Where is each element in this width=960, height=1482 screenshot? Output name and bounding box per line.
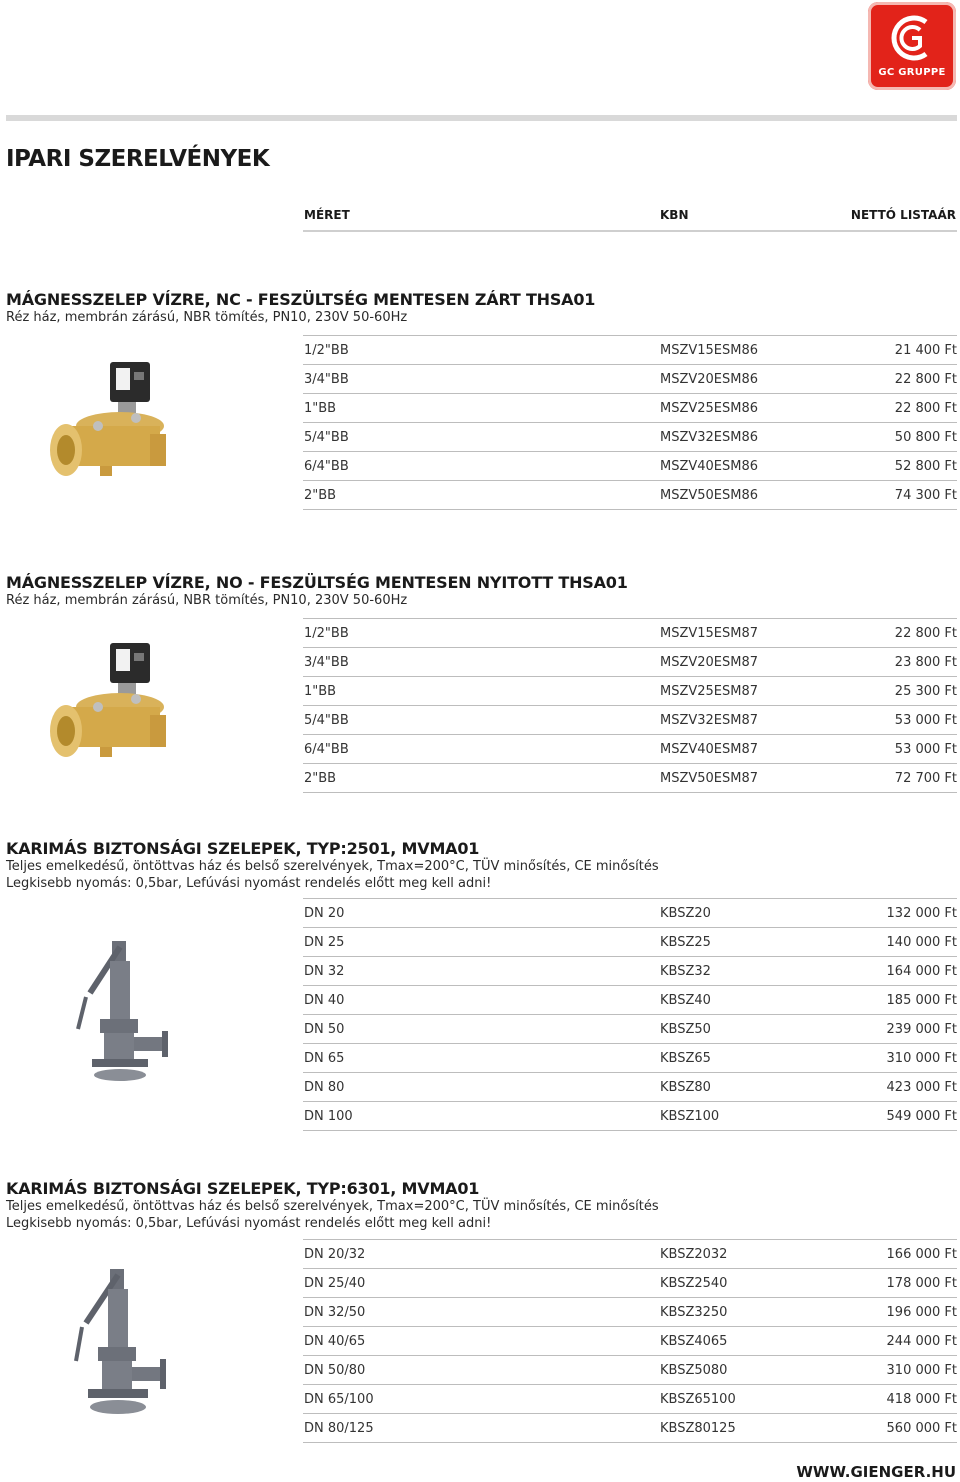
page-title: IPARI SZERELVÉNYEK	[6, 146, 270, 172]
gc-gruppe-logo	[868, 2, 956, 90]
price-cell: 418 000 Ft	[886, 1392, 957, 1407]
size-cell: 1/2"BB	[304, 626, 349, 641]
section-no-solenoid	[6, 573, 957, 798]
table-row	[303, 735, 957, 764]
size-cell: DN 20	[304, 906, 345, 921]
price-cell: 132 000 Ft	[886, 906, 957, 921]
size-cell: DN 20/32	[304, 1247, 366, 1262]
price-cell: 21 400 Ft	[894, 343, 957, 358]
table-row	[303, 1298, 957, 1327]
table-row	[303, 1356, 957, 1385]
section-subtitle: Teljes emelkedésű, öntöttvas ház és belső szerelvények, Tmax=200°C, TÜV minősítés, CE minősítés	[6, 859, 659, 874]
size-cell: 5/4"BB	[304, 713, 349, 728]
price-table	[303, 618, 957, 793]
price-cell: 244 000 Ft	[886, 1334, 957, 1349]
code-cell: KBSZ25	[660, 935, 711, 950]
size-cell: 5/4"BB	[304, 430, 349, 445]
price-cell: 74 300 Ft	[894, 488, 957, 503]
table-row	[303, 1240, 957, 1269]
footer-website-link[interactable]: WWW.GIENGER.HU	[796, 1463, 956, 1481]
code-cell: MSZV50ESM87	[660, 771, 759, 786]
price-cell: 239 000 Ft	[886, 1022, 957, 1037]
section-title: MÁGNESSZELEP VÍZRE, NO - FESZÜLTSÉG MENTESEN NYITOTT THSA01	[6, 573, 628, 592]
code-cell: KBSZ3250	[660, 1305, 728, 1320]
section-safety-valve-6301	[6, 1179, 957, 1445]
price-cell: 53 000 Ft	[894, 713, 957, 728]
size-cell: 2"BB	[304, 771, 337, 786]
header-divider	[303, 230, 957, 232]
size-cell: DN 65	[304, 1051, 345, 1066]
size-cell: 1"BB	[304, 401, 337, 416]
size-cell: DN 32	[304, 964, 345, 979]
code-cell: KBSZ80	[660, 1080, 711, 1095]
price-cell: 140 000 Ft	[886, 935, 957, 950]
table-row	[303, 452, 957, 481]
column-header-code: KBN	[660, 208, 689, 222]
code-cell: KBSZ65100	[660, 1392, 736, 1407]
table-row	[303, 957, 957, 986]
code-cell: MSZV50ESM86	[660, 488, 759, 503]
section-subtitle: Teljes emelkedésű, öntöttvas ház és belső szerelvények, Tmax=200°C, TÜV minősítés, CE minősítés	[6, 1199, 659, 1214]
size-cell: DN 65/100	[304, 1392, 374, 1407]
code-cell: MSZV25ESM86	[660, 401, 759, 416]
size-cell: 6/4"BB	[304, 742, 349, 757]
code-cell: KBSZ80125	[660, 1421, 736, 1436]
price-cell: 310 000 Ft	[886, 1363, 957, 1378]
code-cell: MSZV32ESM86	[660, 430, 759, 445]
section-title: KARIMÁS BIZTONSÁGI SZELEPEK, TYP:6301, MVMA01	[6, 1179, 480, 1198]
size-cell: 2"BB	[304, 488, 337, 503]
code-cell: KBSZ2540	[660, 1276, 728, 1291]
price-cell: 22 800 Ft	[894, 372, 957, 387]
code-cell: KBSZ65	[660, 1051, 711, 1066]
table-row	[303, 928, 957, 957]
table-row	[303, 1269, 957, 1298]
section-subtitle: Réz ház, membrán zárású, NBR tömítés, PN10, 230V 50-60Hz	[6, 593, 408, 608]
price-cell: 560 000 Ft	[886, 1421, 957, 1436]
size-cell: DN 40/65	[304, 1334, 366, 1349]
section-nc-solenoid	[6, 290, 957, 515]
price-cell: 196 000 Ft	[886, 1305, 957, 1320]
brass-solenoid-valve-icon	[40, 350, 170, 490]
table-row	[303, 1414, 957, 1443]
code-cell: KBSZ40	[660, 993, 711, 1008]
code-cell: MSZV15ESM86	[660, 343, 759, 358]
section-subtitle: Réz ház, membrán zárású, NBR tömítés, PN10, 230V 50-60Hz	[6, 310, 408, 325]
code-cell: MSZV15ESM87	[660, 626, 759, 641]
price-cell: 549 000 Ft	[886, 1109, 957, 1124]
price-table	[303, 898, 957, 1131]
size-cell: 3/4"BB	[304, 372, 349, 387]
size-cell: DN 50	[304, 1022, 345, 1037]
top-divider	[6, 115, 957, 121]
table-row	[303, 1015, 957, 1044]
table-row	[303, 899, 957, 928]
code-cell: KBSZ20	[660, 906, 711, 921]
size-cell: DN 25	[304, 935, 345, 950]
price-cell: 164 000 Ft	[886, 964, 957, 979]
size-cell: DN 80	[304, 1080, 345, 1095]
table-row	[303, 1385, 957, 1414]
table-row	[303, 423, 957, 452]
section-subtitle: Legkisebb nyomás: 0,5bar, Lefúvási nyomást rendelés előtt meg kell adni!	[6, 1216, 492, 1231]
code-cell: KBSZ50	[660, 1022, 711, 1037]
price-cell: 178 000 Ft	[886, 1276, 957, 1291]
table-row	[303, 1327, 957, 1356]
code-cell: KBSZ5080	[660, 1363, 728, 1378]
column-header-size: MÉRET	[304, 208, 350, 222]
table-row	[303, 764, 957, 793]
table-row	[303, 677, 957, 706]
table-row	[303, 1102, 957, 1131]
table-row	[303, 648, 957, 677]
code-cell: KBSZ2032	[660, 1247, 728, 1262]
size-cell: DN 80/125	[304, 1421, 374, 1436]
brass-solenoid-valve-icon	[40, 631, 170, 771]
price-cell: 166 000 Ft	[886, 1247, 957, 1262]
code-cell: MSZV20ESM86	[660, 372, 759, 387]
table-row	[303, 481, 957, 510]
price-cell: 185 000 Ft	[886, 993, 957, 1008]
price-cell: 25 300 Ft	[894, 684, 957, 699]
size-cell: 1/2"BB	[304, 343, 349, 358]
table-row	[303, 1044, 957, 1073]
price-cell: 22 800 Ft	[894, 401, 957, 416]
code-cell: MSZV25ESM87	[660, 684, 759, 699]
size-cell: DN 100	[304, 1109, 353, 1124]
table-row	[303, 365, 957, 394]
size-cell: 6/4"BB	[304, 459, 349, 474]
section-safety-valve-2501	[6, 839, 957, 1134]
price-cell: 72 700 Ft	[894, 771, 957, 786]
logo-text: GC GRUPPE	[878, 67, 946, 78]
size-cell: 1"BB	[304, 684, 337, 699]
size-cell: DN 32/50	[304, 1305, 366, 1320]
section-subtitle: Legkisebb nyomás: 0,5bar, Lefúvási nyomást rendelés előtt meg kell adni!	[6, 876, 492, 891]
price-cell: 53 000 Ft	[894, 742, 957, 757]
table-row	[303, 394, 957, 423]
price-cell: 52 800 Ft	[894, 459, 957, 474]
code-cell: KBSZ100	[660, 1109, 720, 1124]
gc-logo-mark-icon	[886, 14, 938, 62]
size-cell: DN 25/40	[304, 1276, 366, 1291]
table-row	[303, 1073, 957, 1102]
size-cell: DN 50/80	[304, 1363, 366, 1378]
price-cell: 310 000 Ft	[886, 1051, 957, 1066]
price-cell: 22 800 Ft	[894, 626, 957, 641]
price-cell: 23 800 Ft	[894, 655, 957, 670]
section-title: KARIMÁS BIZTONSÁGI SZELEPEK, TYP:2501, MVMA01	[6, 839, 480, 858]
column-header-price: NETTÓ LISTAÁR	[850, 208, 956, 222]
code-cell: MSZV20ESM87	[660, 655, 759, 670]
code-cell: KBSZ4065	[660, 1334, 728, 1349]
price-table	[303, 335, 957, 510]
table-row	[303, 986, 957, 1015]
flanged-safety-valve-icon	[64, 1265, 174, 1421]
price-cell: 50 800 Ft	[894, 430, 957, 445]
price-cell: 423 000 Ft	[886, 1080, 957, 1095]
price-table	[303, 1239, 957, 1443]
table-row	[303, 706, 957, 735]
flanged-safety-valve-icon	[66, 937, 176, 1089]
code-cell: KBSZ32	[660, 964, 711, 979]
size-cell: 3/4"BB	[304, 655, 349, 670]
section-title: MÁGNESSZELEP VÍZRE, NC - FESZÜLTSÉG MENTESEN ZÁRT THSA01	[6, 290, 596, 309]
table-row	[303, 619, 957, 648]
table-row	[303, 336, 957, 365]
code-cell: MSZV40ESM87	[660, 742, 759, 757]
code-cell: MSZV40ESM86	[660, 459, 759, 474]
size-cell: DN 40	[304, 993, 345, 1008]
code-cell: MSZV32ESM87	[660, 713, 759, 728]
